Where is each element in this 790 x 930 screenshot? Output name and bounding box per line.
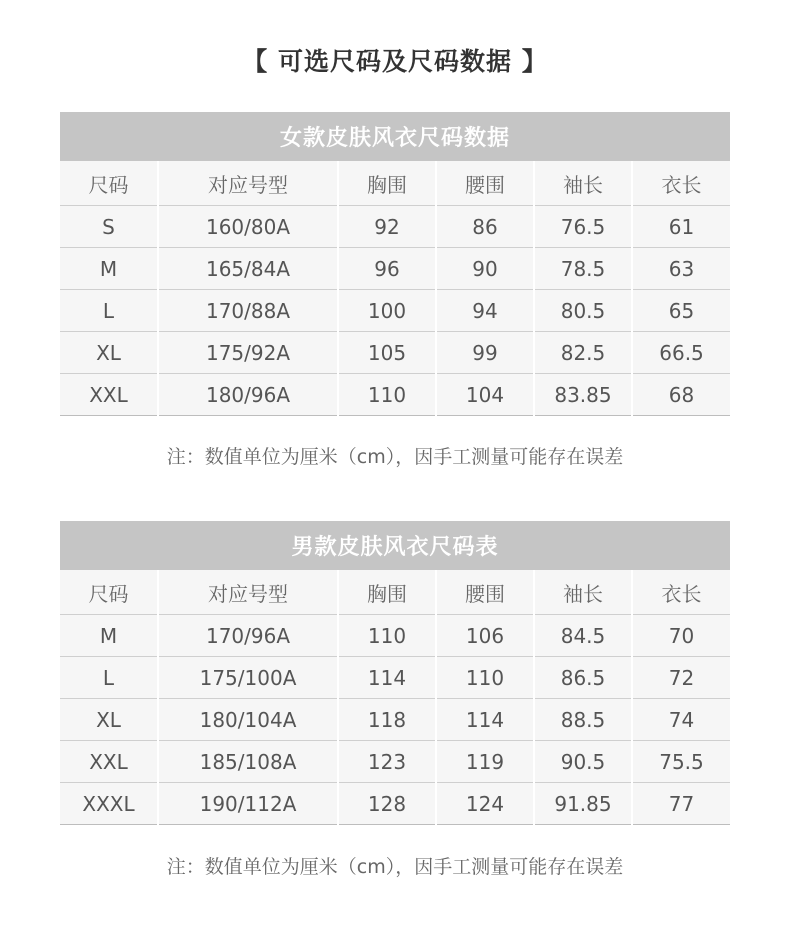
women-table-note: 注：数值单位为厘米（cm），因手工测量可能存在误差	[166, 446, 624, 468]
size-cell: M	[60, 248, 158, 290]
sleeve-cell: 84.5	[534, 615, 632, 657]
length-cell: 65	[632, 290, 730, 332]
chest-cell: 123	[338, 741, 436, 783]
size-cell: XL	[60, 332, 158, 374]
length-cell: 77	[632, 783, 730, 825]
women-size-table	[60, 112, 730, 416]
size-cell: XXXL	[60, 783, 158, 825]
column-header-body-type: 对应号型	[158, 161, 338, 206]
table-row	[60, 699, 730, 741]
length-cell: 70	[632, 615, 730, 657]
sleeve-cell: 80.5	[534, 290, 632, 332]
waist-cell: 99	[436, 332, 534, 374]
body-type-cell: 170/96A	[158, 615, 338, 657]
body-type-cell: 170/88A	[158, 290, 338, 332]
waist-cell: 124	[436, 783, 534, 825]
sleeve-cell: 86.5	[534, 657, 632, 699]
chest-cell: 105	[338, 332, 436, 374]
size-cell: M	[60, 615, 158, 657]
sleeve-cell: 76.5	[534, 206, 632, 248]
column-header-waist: 腰围	[436, 570, 534, 615]
body-type-cell: 180/96A	[158, 374, 338, 416]
waist-cell: 90	[436, 248, 534, 290]
sleeve-cell: 82.5	[534, 332, 632, 374]
size-cell: L	[60, 657, 158, 699]
chest-cell: 92	[338, 206, 436, 248]
column-header-waist: 腰围	[436, 161, 534, 206]
waist-cell: 86	[436, 206, 534, 248]
size-cell: L	[60, 290, 158, 332]
waist-cell: 119	[436, 741, 534, 783]
size-cell: XL	[60, 699, 158, 741]
length-cell: 61	[632, 206, 730, 248]
sleeve-cell: 91.85	[534, 783, 632, 825]
sleeve-cell: 83.85	[534, 374, 632, 416]
chest-cell: 128	[338, 783, 436, 825]
length-cell: 66.5	[632, 332, 730, 374]
men-table-note: 注：数值单位为厘米（cm），因手工测量可能存在误差	[166, 856, 624, 878]
chest-cell: 110	[338, 374, 436, 416]
waist-cell: 110	[436, 657, 534, 699]
sleeve-cell: 90.5	[534, 741, 632, 783]
column-header-sleeve: 袖长	[534, 570, 632, 615]
length-cell: 68	[632, 374, 730, 416]
table-row	[60, 290, 730, 332]
column-header-size: 尺码	[60, 161, 158, 206]
women-table-title: 女款皮肤风衣尺码数据	[60, 112, 730, 161]
size-cell: S	[60, 206, 158, 248]
column-header-length: 衣长	[632, 161, 730, 206]
men-size-table	[60, 521, 730, 825]
body-type-cell: 190/112A	[158, 783, 338, 825]
table-row	[60, 332, 730, 374]
table-row	[60, 374, 730, 416]
chest-cell: 118	[338, 699, 436, 741]
women-header-row	[60, 161, 730, 206]
waist-cell: 104	[436, 374, 534, 416]
column-header-size: 尺码	[60, 570, 158, 615]
waist-cell: 94	[436, 290, 534, 332]
chest-cell: 96	[338, 248, 436, 290]
men-header-row	[60, 570, 730, 615]
body-type-cell: 160/80A	[158, 206, 338, 248]
chest-cell: 100	[338, 290, 436, 332]
length-cell: 72	[632, 657, 730, 699]
length-cell: 74	[632, 699, 730, 741]
body-type-cell: 165/84A	[158, 248, 338, 290]
sleeve-cell: 88.5	[534, 699, 632, 741]
column-header-body-type: 对应号型	[158, 570, 338, 615]
waist-cell: 106	[436, 615, 534, 657]
page-title: 【 可选尺码及尺码数据 】	[242, 47, 548, 76]
body-type-cell: 180/104A	[158, 699, 338, 741]
column-header-chest: 胸围	[338, 570, 436, 615]
body-type-cell: 175/92A	[158, 332, 338, 374]
body-type-cell: 185/108A	[158, 741, 338, 783]
men-table-title: 男款皮肤风衣尺码表	[60, 521, 730, 570]
length-cell: 63	[632, 248, 730, 290]
table-row	[60, 615, 730, 657]
column-header-sleeve: 袖长	[534, 161, 632, 206]
column-header-length: 衣长	[632, 570, 730, 615]
length-cell: 75.5	[632, 741, 730, 783]
size-cell: XXL	[60, 741, 158, 783]
column-header-chest: 胸围	[338, 161, 436, 206]
table-row	[60, 741, 730, 783]
waist-cell: 114	[436, 699, 534, 741]
chest-cell: 110	[338, 615, 436, 657]
sleeve-cell: 78.5	[534, 248, 632, 290]
table-row	[60, 783, 730, 825]
table-row	[60, 206, 730, 248]
table-row	[60, 657, 730, 699]
body-type-cell: 175/100A	[158, 657, 338, 699]
chest-cell: 114	[338, 657, 436, 699]
table-row	[60, 248, 730, 290]
size-cell: XXL	[60, 374, 158, 416]
